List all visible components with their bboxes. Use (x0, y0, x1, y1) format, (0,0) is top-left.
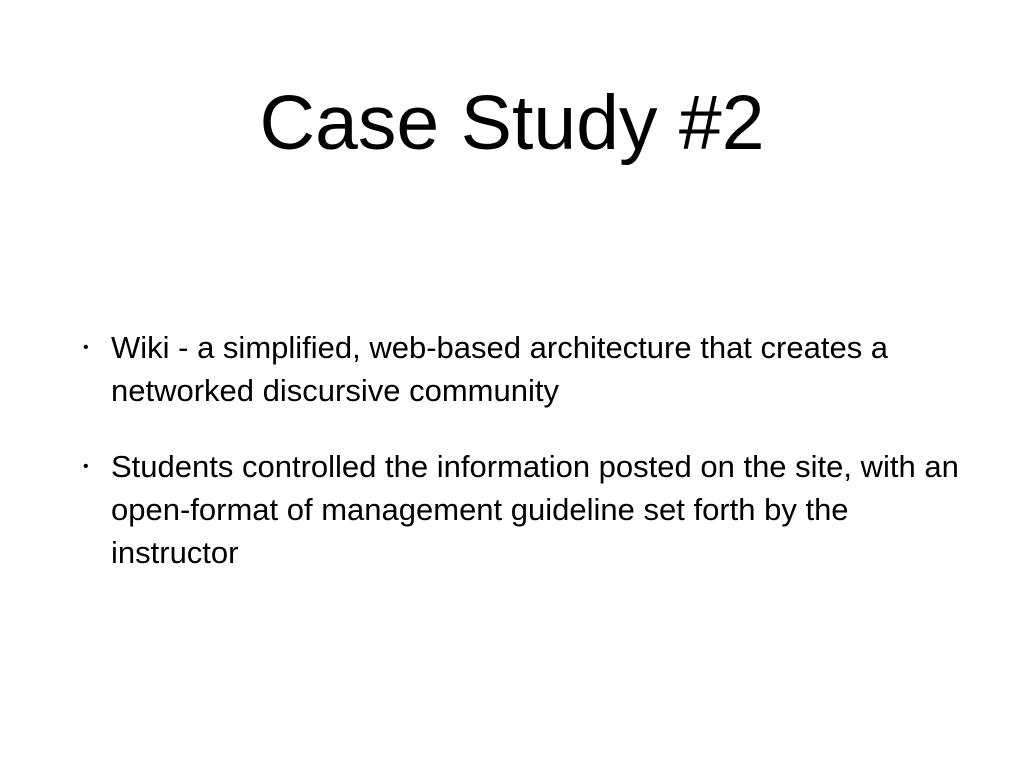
slide-title: Case Study #2 (259, 80, 765, 166)
bullet-dot-icon: • (83, 458, 89, 475)
bullet-item-wiki (80, 326, 960, 412)
bullet-text: Wiki - a simplified, web-based architecture that creates a networked discursive community (111, 330, 889, 408)
bullet-item-students (80, 445, 960, 574)
bullet-list (80, 326, 960, 607)
bullet-dot-icon: • (83, 339, 89, 356)
bullet-text: Students controlled the information posted on the site, with an open-format of management guideline set forth by the instructor (111, 449, 959, 570)
